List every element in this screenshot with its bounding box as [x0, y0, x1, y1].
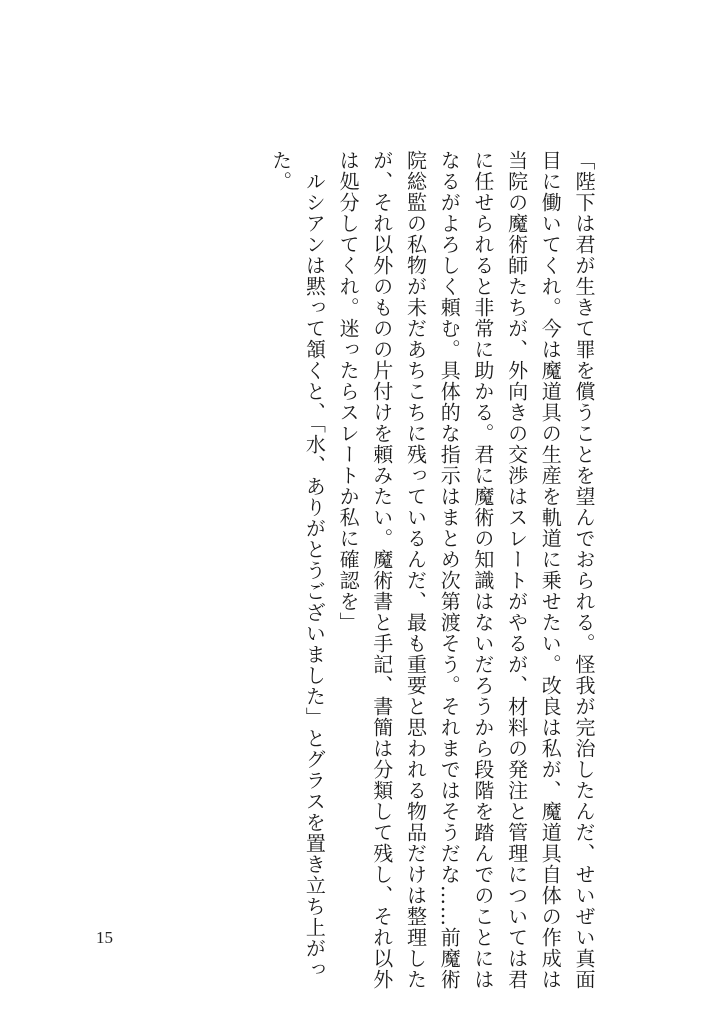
text-line-10: た。 — [268, 150, 293, 192]
text-line-2: 目に働いてくれ。今は魔道具の生産を軌道に乗せたい。改良は私が、魔道具自体の作成は — [538, 150, 563, 990]
page-number: 15 — [96, 928, 113, 947]
text-line-6: 院総監の私物が未だあちこちに残っているんだ、最も重要と思われる物品だけは整理した — [403, 150, 428, 990]
text-line-1: 「陛下は君が生きて罪を償うことを望んでおられる。怪我が完治したんだ、せいぜい真面 — [572, 150, 596, 990]
vertical-text-block — [263, 150, 600, 990]
text-line-8: は処分してくれ。迷ったらスレートか私に確認を」 — [336, 150, 361, 633]
text-line-3: 当院の魔術師たちが、外向きの交渉はスレートがやるが、材料の発注と管理については君 — [504, 150, 529, 990]
text-line-5: なるがよろしく頼む。具体的な指示はまとめ次第渡そう。それまではそうだな……前魔術 — [437, 150, 462, 990]
text-line-7: が、それ以外のものの片付けを頼みたい。魔術書と手記、書簡は分類して残し、それ以外 — [369, 150, 394, 990]
text-line-4: に任せられると非常に助かる。君に魔術の知識はないだろうから段階を踏んでのことには — [470, 150, 495, 990]
text-line-9: ルシアンは黙って頷くと、「水、ありがとうございました」とグラスを置き立ち上がっ — [302, 150, 327, 980]
